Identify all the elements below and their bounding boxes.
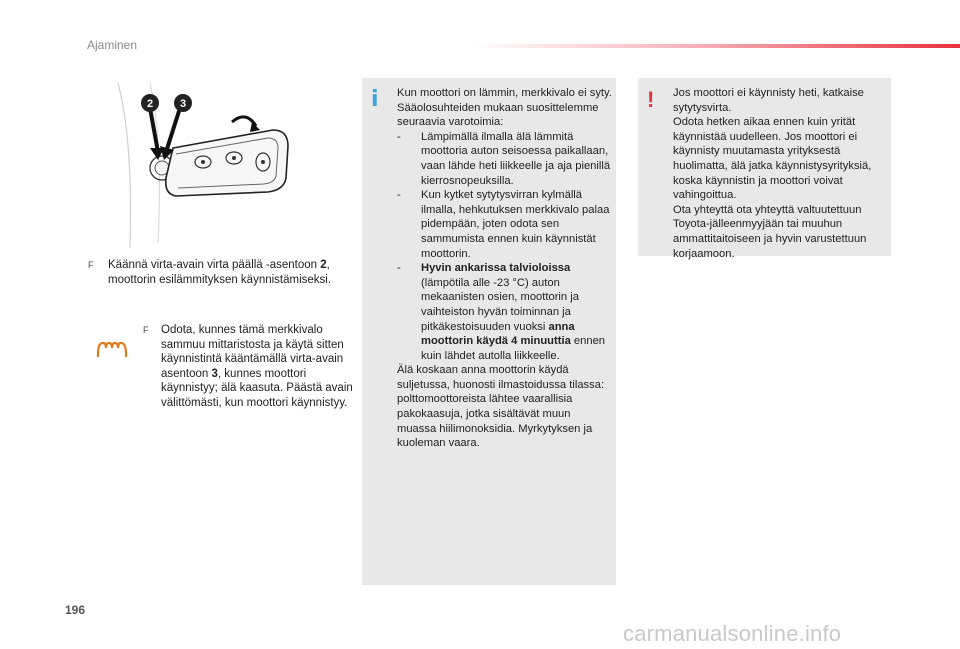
preheat-warning-icon [95, 340, 129, 358]
step2-position: 3 [211, 367, 218, 380]
info-intro: Kun moottori on lämmin, merkkivalo ei syty. Sääolosuhteiden mukaan suosittelemme seuraavia varotoimia: [397, 87, 612, 129]
bullet-arrow: F [88, 260, 94, 270]
ignition-key-illustration [88, 78, 350, 248]
info-item-3-text: (lämpötila alle -23 °C) auton mekaanisten osien, moottorin ja vaihteiston hyvän toiminnan ja pitkäkestoisuuden vuoksi [421, 276, 579, 333]
step2-text: Odota, kunnes tämä merkkivalo sammuu mittaristosta ja käytä sitten käynnistintä kääntämällä virta-avain asentoon [161, 324, 344, 380]
section-title: Ajaminen [87, 38, 138, 52]
step1-position: 2 [320, 259, 327, 271]
info-outro: Älä koskaan anna moottorin käydä suljetussa, huonosti ilmastoidussa tilassa: polttomoottoreista lähtee vaarallisia pakokaasuja, jotka sisältävät muun muassa hiilimonoksidia. Myrkytyksen ja kuoleman vaara. [397, 364, 605, 450]
info-item-3 [397, 261, 612, 363]
watermark: carmanualsonline.info [623, 621, 842, 646]
warning-text-2: Odota hetken aikaa ennen kuin yrität käynnistää uudelleen. Jos moottori ei käynnisty muutamasta yrityksestä huolimatta, älä jatka käynnistysyrityksiä, koska käynnistin ja moottori voivat vahingoittua. [673, 116, 872, 202]
list-dash: - [397, 262, 401, 275]
info-item-2-text: Kun kytket sytytysvirran kylmällä ilmalla, hehkutuksen merkkivalo palaa pidempään, joten odota sen sammumista ennen kuin käynnistät moottorin. [421, 189, 610, 260]
bullet-arrow: F [143, 325, 149, 335]
warning-text-3: Ota yhteyttä ota yhteyttä valtuutettuun Toyota-jälleenmyyjään tai muuhun ammattitaitoiseen ja hyvin varustettuun korjaamoon. [673, 203, 867, 260]
list-dash: - [397, 189, 401, 202]
step2-text-end: , kunnes moottori käynnistyy; älä kaasuta. Päästä avain välittömästi, kun moottori käynnistyy. [161, 367, 353, 409]
step1-text: Käännä virta-avain virta päällä -asentoon [108, 259, 321, 271]
warning-box [638, 78, 891, 260]
info-item-3-heading: Hyvin ankarissa talvioloissa [421, 262, 571, 275]
warning-text-1: Jos moottori ei käynnisty heti, katkaise sytytysvirta. [673, 87, 864, 114]
warning-box-content [673, 86, 887, 261]
info-item-3-emphasis: anna moottorin käydä 4 minuuttia [421, 320, 575, 348]
info-item-3-end: ennen kuin lähdet autolla liikkeelle. [421, 335, 606, 362]
info-item-2 [397, 188, 612, 261]
info-box [362, 78, 616, 585]
info-box-content [397, 86, 612, 451]
header-accent-bar [470, 44, 960, 48]
list-dash: - [397, 130, 401, 143]
position-label-3: 3 [179, 98, 187, 110]
position-label-2: 2 [146, 98, 154, 110]
page-number: 196 [65, 603, 86, 617]
info-item-1-text: Lämpimällä ilmalla älä lämmitä moottoria auton seisoessa paikallaan, vaan lähde heti liikkeelle ja aja pienillä kierrosnopeuksilla. [421, 130, 611, 187]
step1-text-end: , moottorin esilämmityksen käynnistämiseksi. [108, 259, 332, 286]
step-turn-key [88, 258, 346, 287]
info-icon: i [371, 87, 379, 112]
exclamation-icon: ! [647, 87, 655, 112]
info-item-1 [397, 130, 612, 188]
step-wait-and-start [143, 323, 353, 410]
